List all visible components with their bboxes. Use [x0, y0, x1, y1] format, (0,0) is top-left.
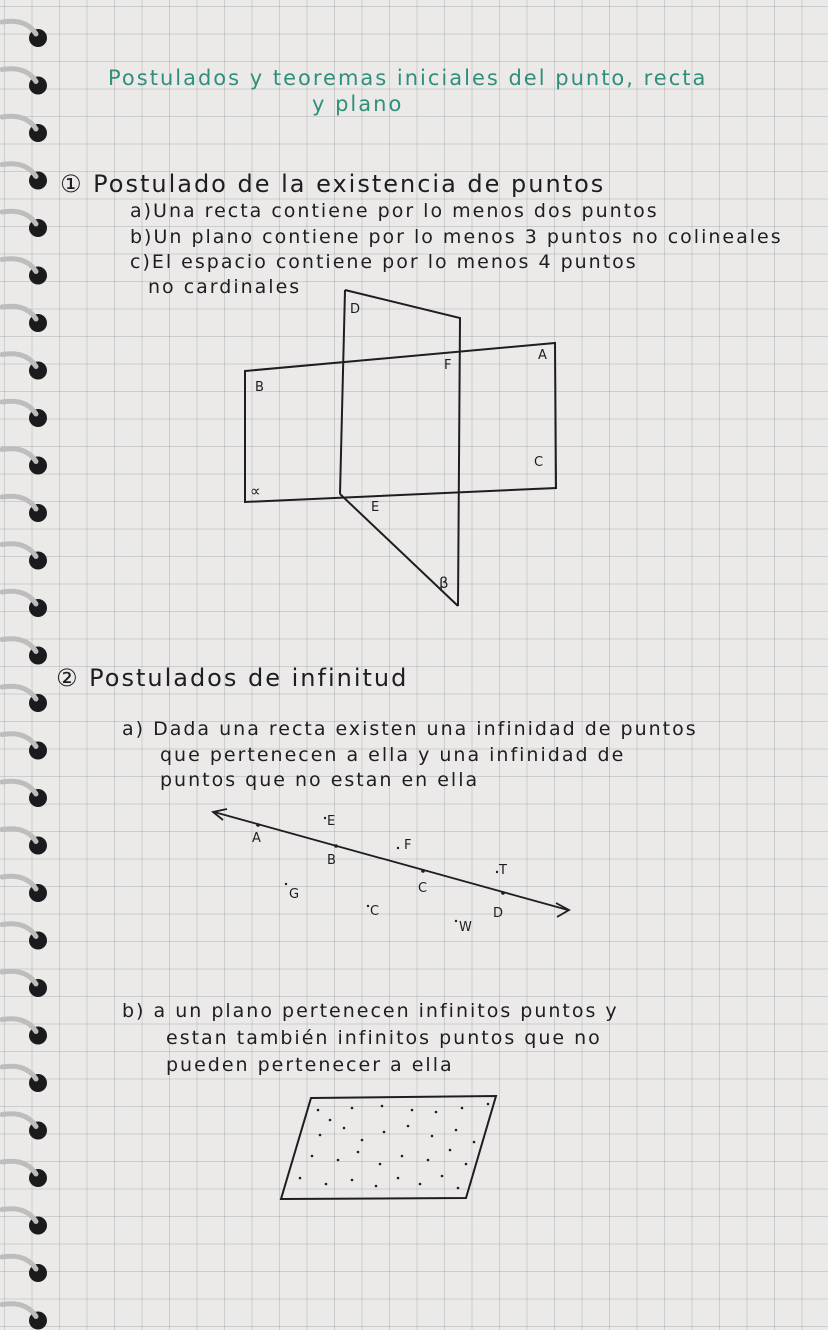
page-title-continued: y plano [312, 92, 404, 116]
plane-point [351, 1179, 354, 1182]
label-alpha: ∝ [250, 482, 261, 500]
plane-point [299, 1177, 302, 1180]
plane-point [343, 1127, 346, 1130]
section2-item-b-line1: b) a un plano pertenecen infinitos puntos y [122, 1000, 619, 1022]
label-C-upper-line: C [418, 881, 428, 896]
plane-point [419, 1183, 422, 1186]
label-E-line: E [327, 814, 336, 829]
plane-point [319, 1134, 322, 1137]
plane-point [379, 1163, 382, 1166]
plane-point [401, 1155, 404, 1158]
label-C-lower-line: C [370, 904, 380, 919]
section2-item-b-line2: estan también infinitos puntos que no [166, 1027, 602, 1049]
plane-point [449, 1149, 452, 1152]
section1-heading: ① Postulado de la existencia de puntos [60, 170, 606, 198]
label-E-diagram1: E [371, 500, 380, 515]
plane-point [457, 1187, 460, 1190]
plane-point [311, 1155, 314, 1158]
plane-point [435, 1111, 438, 1114]
plane-point [441, 1175, 444, 1178]
label-D-line: D [493, 906, 504, 921]
label-G-line: G [289, 887, 300, 902]
label-A-line: A [252, 831, 261, 846]
label-W-line: W [459, 920, 472, 935]
plane-point [381, 1105, 384, 1108]
label-F-diagram1: F [444, 358, 452, 373]
section2-item-a-line1: a) Dada una recta existen una infinidad de puntos [122, 718, 698, 740]
label-A-diagram1: A [538, 348, 547, 363]
label-F-line: F [404, 838, 412, 853]
label-B-line: B [327, 853, 336, 868]
plane-point [337, 1159, 340, 1162]
label-D-diagram1: D [350, 302, 361, 317]
plane-point [407, 1125, 410, 1128]
plane-point [461, 1107, 464, 1110]
plane-point [329, 1119, 332, 1122]
plane-point [383, 1131, 386, 1134]
plane-point [357, 1151, 360, 1154]
section2-item-b-line3: pueden pertenecer a ella [166, 1054, 454, 1076]
section1-item-a: a)Una recta contiene por lo menos dos puntos [130, 200, 659, 222]
plane-point [427, 1159, 430, 1162]
label-C-diagram1: C [534, 455, 544, 470]
plane-point [325, 1183, 328, 1186]
plane-point [431, 1135, 434, 1138]
label-B-diagram1: B [255, 380, 264, 395]
plane-point [397, 1177, 400, 1180]
section1-item-b: b)Un plano contiene por lo menos 3 puntos no colineales [130, 226, 783, 248]
plane-point [361, 1139, 364, 1142]
label-T-line: T [499, 863, 507, 878]
plane-parallelogram [281, 1096, 496, 1199]
plane-point [473, 1141, 476, 1144]
section1-item-c: c)El espacio contiene por lo menos 4 puntos [130, 251, 638, 273]
plane-point [455, 1129, 458, 1132]
plane-point [351, 1107, 354, 1110]
section2-item-a-line3: puntos que no estan en ella [160, 769, 480, 791]
plane-point [465, 1163, 468, 1166]
page-title: Postulados y teoremas iniciales del punto, recta [108, 66, 708, 90]
label-beta: β [439, 574, 449, 592]
section2-item-a-line2: que pertenecen a ella y una infinidad de [160, 744, 626, 766]
section1-item-c-continued: no cardinales [148, 276, 302, 298]
plane-point [375, 1185, 378, 1188]
plane-point [411, 1109, 414, 1112]
plane-point [317, 1109, 320, 1112]
plane-point [487, 1103, 490, 1106]
section2-heading: ② Postulados de infinitud [56, 664, 409, 692]
